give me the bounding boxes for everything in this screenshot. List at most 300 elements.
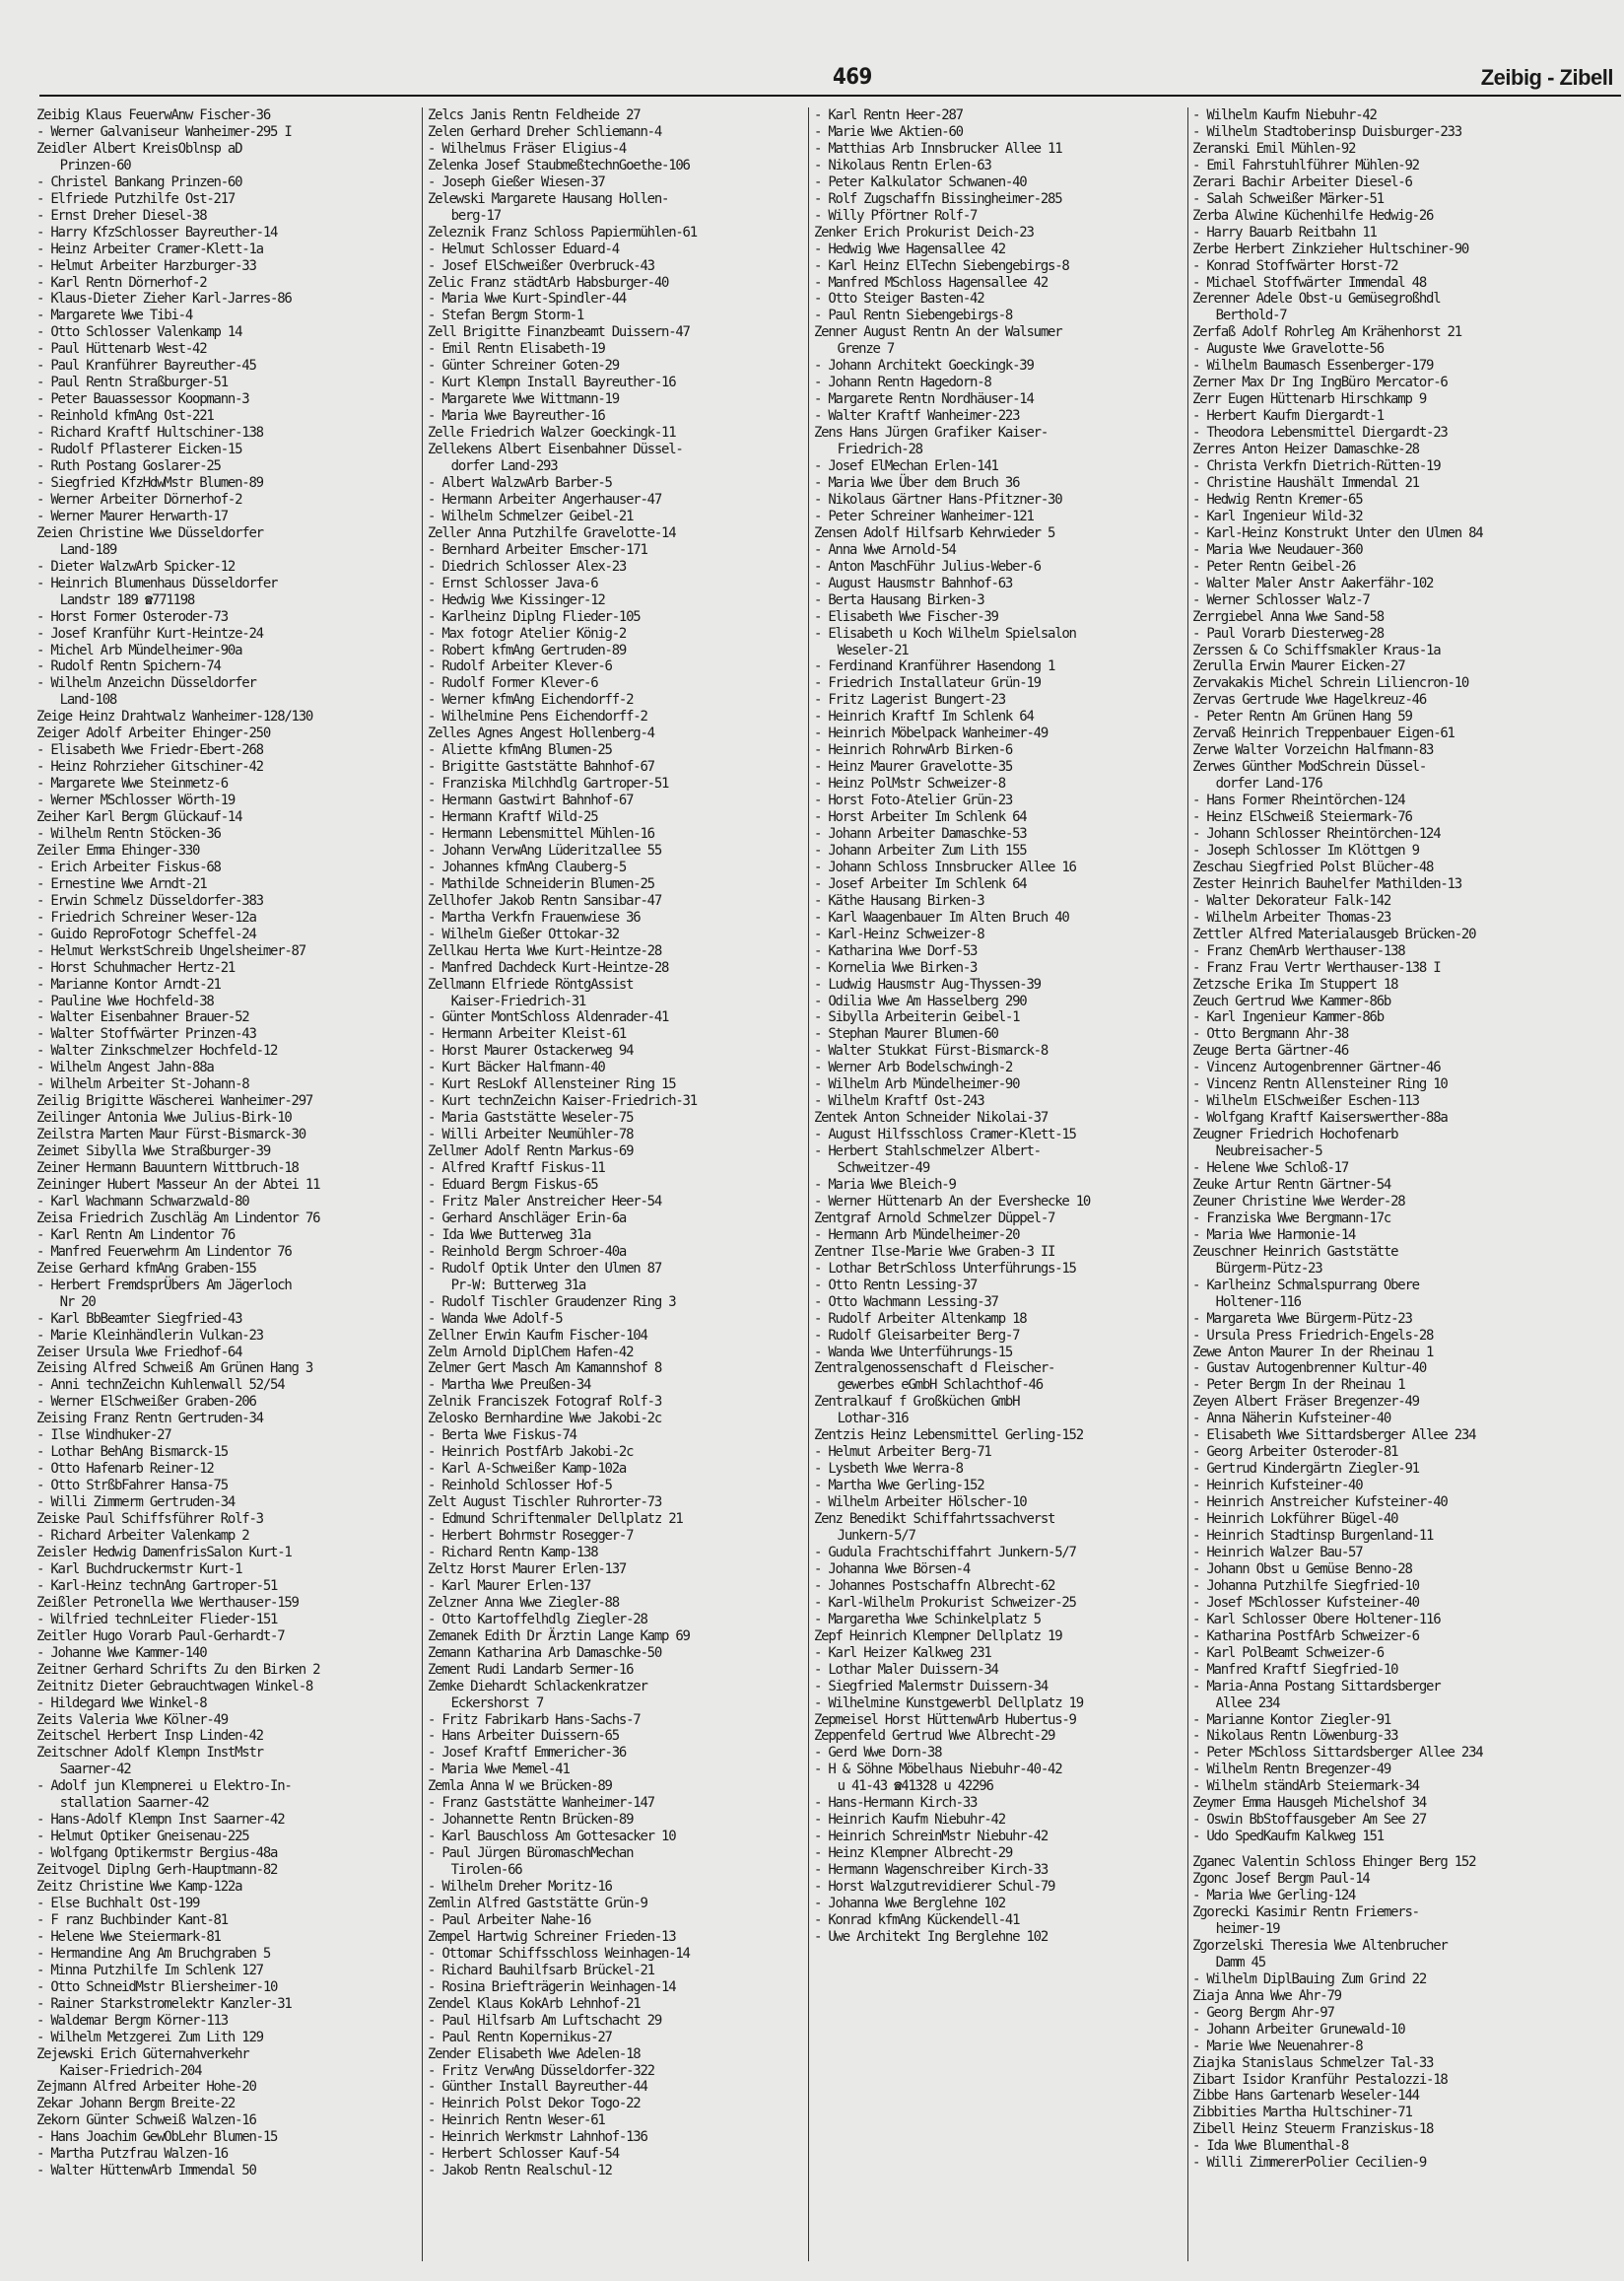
directory-entry: - Walter Maler Anstr Aakerfähr-102: [1192, 575, 1434, 591]
directory-entry: Zgorzelski Theresia Wwe Altenbrucher: [1192, 1937, 1448, 1954]
directory-entry: - Klaus-Dieter Zieher Karl-Jarres-86: [36, 291, 292, 308]
directory-entry: - Paul Rentn Straßburger-51: [36, 375, 228, 391]
directory-entry: - Adolf jun Klempnerei u Elektro-In-: [36, 1778, 292, 1795]
directory-entry: - H & Söhne Möbelhaus Niebuhr-40-42: [814, 1762, 1062, 1778]
directory-entry: - Waldemar Bergm Körner-113: [36, 2012, 228, 2029]
directory-entry: - Friedrich Schreiner Weser-12a: [36, 909, 256, 926]
directory-column-2: [428, 107, 807, 2266]
directory-entry: - Otto Kartoffelhdlg Ziegler-28: [428, 1611, 647, 1627]
directory-entry: Zelic Franz städtArb Habsburger-40: [428, 274, 669, 291]
directory-entry: Zentralkauf f Großküchen GmbH: [814, 1394, 1020, 1411]
directory-entry: Zeien Christine Wwe Düsseldorfer: [36, 524, 263, 541]
column-divider: [808, 107, 809, 2261]
directory-entry: - Josef ElMechan Erlen-141: [814, 458, 998, 475]
directory-entry: - Karl Bauschloss Am Gottesacker 10: [428, 1829, 676, 1845]
directory-entry: Zeising Alfred Schweiß Am Grünen Hang 3: [36, 1360, 313, 1377]
directory-entry: Zgonc Josef Bergm Paul-14: [1192, 1871, 1370, 1888]
directory-entry: - Herbert Bohrmstr Rosegger-7: [428, 1528, 634, 1545]
directory-entry: - Rainer Starkstromelektr Kanzler-31: [36, 1995, 292, 2012]
directory-entry: - Heinrich Walzer Bau-57: [1192, 1544, 1363, 1560]
directory-entry: Kaiser-Friedrich-31: [450, 993, 586, 1009]
directory-entry: - Kornelia Wwe Birken-3: [814, 959, 978, 976]
directory-entry: - Werner Arbeiter Dörnerhof-2: [36, 491, 242, 508]
directory-entry: - Karlheinz Diplng Flieder-105: [428, 608, 641, 625]
directory-entry: - Maria Wwe Neudauer-360: [1192, 541, 1363, 558]
directory-entry: Kaiser-Friedrich-204: [59, 2062, 202, 2079]
directory-entry: - Horst Schuhmacher Hertz-21: [36, 959, 236, 976]
directory-entry: - Richard Bauhilfsarb Brückel-21: [428, 1962, 654, 1978]
directory-entry: - Manfred MSchloss Hagensallee 42: [814, 274, 1049, 291]
directory-entry: - Heinrich RohrwArb Birken-6: [814, 742, 1013, 759]
directory-entry: - Karl Waagenbauer Im Alten Bruch 40: [814, 909, 1069, 926]
directory-entry: - Heinrich Werkmstr Lahnhof-136: [428, 2129, 647, 2146]
directory-entry: - Lothar BetrSchloss Unterführungs-15: [814, 1260, 1076, 1277]
directory-entry: Zester Heinrich Bauhelfer Mathilden-13: [1192, 875, 1461, 892]
directory-entry: Zell Brigitte Finanzbeamt Duissern-47: [428, 324, 690, 341]
directory-entry: Zeilig Brigitte Wäscherei Wanheimer-297: [36, 1093, 313, 1110]
directory-entry: - Hedwig Rentn Kremer-65: [1192, 491, 1363, 508]
directory-entry: - Franziska Wwe Bergmann-17c: [1192, 1210, 1391, 1226]
directory-entry: - Rudolf Gleisarbeiter Berg-7: [814, 1327, 1020, 1344]
directory-entry: Zeising Franz Rentn Gertruden-34: [36, 1411, 263, 1427]
directory-entry: Pr-W: Butterweg 31a: [450, 1277, 586, 1293]
directory-entry: - Paul Kranführer Bayreuther-45: [36, 358, 256, 375]
directory-entry: - Günter MontSchloss Aldenrader-41: [428, 1009, 669, 1026]
directory-entry: Zeilstra Marten Maur Fürst-Bismarck-30: [36, 1127, 305, 1143]
directory-entry: Zeschau Siegfried Polst Blücher-48: [1192, 859, 1434, 875]
directory-entry: - Bernhard Arbeiter Emscher-171: [428, 541, 647, 558]
directory-entry: Zeugner Friedrich Hochofenarb: [1192, 1127, 1398, 1143]
directory-entry: - Wolfgang Optikermstr Bergius-48a: [36, 1845, 278, 1862]
directory-entry: Zeppenfeld Gertrud Wwe Albrecht-29: [814, 1728, 1055, 1745]
directory-entry: Zeuke Artur Rentn Gärtner-54: [1192, 1177, 1391, 1193]
directory-entry: Zeyen Albert Fräser Bregenzer-49: [1192, 1394, 1419, 1411]
directory-entry: - Werner ElSchweißer Graben-206: [36, 1394, 256, 1411]
directory-entry: Friedrich-28: [837, 442, 922, 458]
directory-entry: Zerwe Walter Vorzeichn Halfmann-83: [1192, 742, 1434, 759]
directory-entry: - Wilhelmine Kunstgewerbl Dellplatz 19: [814, 1694, 1083, 1711]
directory-entry: - Hermann Arbeiter Kleist-61: [428, 1026, 627, 1043]
directory-entry: - Ursula Press Friedrich-Engels-28: [1192, 1327, 1434, 1344]
directory-entry: - Karl-Heinz Schweizer-8: [814, 926, 984, 942]
directory-entry: - Rudolf Tischler Graudenzer Ring 3: [428, 1293, 676, 1310]
directory-entry: Zender Elisabeth Wwe Adelen-18: [428, 2045, 641, 2062]
directory-entry: - Wilhelm Arbeiter St-Johann-8: [36, 1076, 249, 1093]
directory-entry: - Konrad kfmAng Kückendell-41: [814, 1911, 1020, 1928]
directory-entry: - Hermann Lebensmittel Mühlen-16: [428, 825, 654, 842]
directory-entry: - Horst Foto-Atelier Grün-23: [814, 793, 1013, 809]
directory-entry: - Otto Rentn Lessing-37: [814, 1277, 978, 1293]
directory-entry: - Maria Wwe Bleich-9: [814, 1177, 956, 1193]
directory-entry: Zelle Friedrich Walzer Goeckingk-11: [428, 425, 676, 442]
directory-entry: Zellekens Albert Eisenbahner Düssel-: [428, 442, 683, 458]
directory-entry: Zeltz Horst Maurer Erlen-137: [428, 1560, 627, 1577]
directory-entry: Nr 20: [59, 1293, 96, 1310]
directory-entry: - Johann Arbeiter Damaschke-53: [814, 825, 1027, 842]
directory-entry: - Udo SpedKaufm Kalkweg 151: [1192, 1829, 1384, 1845]
directory-entry: - Maria Wwe Memel-41: [428, 1762, 570, 1778]
directory-entry: - Georg Arbeiter Osteroder-81: [1192, 1444, 1398, 1461]
directory-entry: Ziaja Anna Wwe Ahr-79: [1192, 1987, 1341, 2004]
directory-entry: - Heinrich PostfArb Jakobi-2c: [428, 1444, 634, 1461]
directory-entry: - Josef Kranführ Kurt-Heintze-24: [36, 625, 263, 642]
directory-entry: - Gudula Frachtschiffahrt Junkern-5/7: [814, 1544, 1076, 1560]
directory-entry: Zeininger Hubert Masseur An der Abtei 11: [36, 1177, 320, 1193]
directory-entry: Zelles Agnes Angest Hollenberg-4: [428, 726, 654, 742]
directory-entry: Zentgraf Arnold Schmelzer Düppel-7: [814, 1210, 1055, 1226]
directory-entry: - August Hausmstr Bahnhof-63: [814, 575, 1013, 591]
directory-entry: - Rudolf Pflasterer Eicken-15: [36, 442, 242, 458]
directory-entry: - Vincenz Autogenbrenner Gärtner-46: [1192, 1060, 1441, 1076]
directory-entry: - Gustav Autogenbrenner Kultur-40: [1192, 1360, 1427, 1377]
directory-entry: - Peter Rentn Geibel-26: [1192, 558, 1356, 575]
directory-entry: - Hans Joachim GewObLehr Blumen-15: [36, 2129, 278, 2146]
directory-entry: - Rolf Zugschaffn Bissingheimer-285: [814, 190, 1062, 207]
directory-entry: Zepf Heinrich Klempner Dellplatz 19: [814, 1627, 1062, 1644]
directory-entry: Zibart Isidor Kranführ Pestalozzi-18: [1192, 2071, 1448, 2088]
directory-entry: - Franz ChemArb Werthauser-138: [1192, 942, 1405, 959]
directory-entry: - Rudolf Former Klever-6: [428, 675, 598, 692]
directory-entry: - Karl Ingenieur Wild-32: [1192, 508, 1363, 524]
directory-entry: - Peter Schreiner Wanheimer-121: [814, 508, 1034, 524]
directory-entry: - Emil Fahrstuhlführer Mühlen-92: [1192, 157, 1419, 173]
directory-entry: - Peter Bauassessor Koopmann-3: [36, 391, 249, 408]
directory-entry: - Katharina PostfArb Schweizer-6: [1192, 1627, 1419, 1644]
directory-entry: Schweitzer-49: [837, 1160, 930, 1177]
directory-entry: - Reinhold kfmAng Ost-221: [36, 408, 214, 425]
directory-entry: - Guido ReproFotogr Scheffel-24: [36, 926, 256, 942]
directory-entry: - Stefan Bergm Storm-1: [428, 308, 584, 324]
directory-entry: - Marianne Kontor Ziegler-91: [1192, 1711, 1391, 1728]
directory-entry: - Wilhelm Arbeiter Thomas-23: [1192, 909, 1391, 926]
page-header: [39, 61, 1621, 97]
directory-entry: - Heinrich Polst Dekor Togo-22: [428, 2096, 641, 2112]
directory-entry: - Rosina Briefträgerin Weinhagen-14: [428, 1978, 676, 1995]
directory-entry: - Konrad Stoffwärter Horst-72: [1192, 257, 1398, 274]
directory-entry: Zerbe Herbert Zinkzieher Hultschiner-90: [1192, 241, 1469, 257]
directory-entry: - Heinz PolMstr Schweizer-8: [814, 776, 1005, 793]
directory-entry: - Matthias Arb Innsbrucker Allee 11: [814, 140, 1062, 157]
directory-entry: - Walter Dekorateur Falk-142: [1192, 892, 1391, 909]
directory-entry: u 41-43 ☎41328 u 42296: [837, 1778, 993, 1795]
directory-entry: - Heinrich Blumenhaus Düsseldorfer: [36, 575, 278, 591]
directory-entry: - Michael Stoffwärter Immendal 48: [1192, 274, 1427, 291]
directory-entry: Zeitz Christine Wwe Kamp-122a: [36, 1879, 242, 1896]
directory-entry: - Fritz Lagerist Bungert-23: [814, 692, 1005, 709]
directory-entry: - Walter Kraftf Wanheimer-223: [814, 408, 1020, 425]
directory-entry: Damm 45: [1215, 1954, 1265, 1970]
directory-entry: - Josef Kraftf Emmericher-36: [428, 1745, 627, 1762]
directory-entry: - Herbert Schlosser Kauf-54: [428, 2146, 619, 2163]
directory-entry: - Ilse Windhuker-27: [36, 1427, 171, 1444]
directory-entry: Zeiger Adolf Arbeiter Ehinger-250: [36, 726, 271, 742]
directory-entry: - Fritz Fabrikarb Hans-Sachs-7: [428, 1711, 641, 1728]
directory-entry: - Helmut Optiker Gneisenau-225: [36, 1829, 249, 1845]
directory-entry: - Harry KfzSchlosser Bayreuther-14: [36, 224, 278, 241]
directory-entry: - Hermandine Ang Am Bruchgraben 5: [36, 1945, 271, 1962]
directory-column-1: [36, 107, 416, 2266]
directory-entry: - Reinhold Schlosser Hof-5: [428, 1478, 612, 1494]
directory-entry: Land-189: [59, 541, 117, 558]
directory-entry: gewerbes eGmbH Schlachthof-46: [837, 1377, 1043, 1394]
directory-entry: - Siegfried Malermstr Duissern-34: [814, 1678, 1049, 1694]
directory-entry: - Günther Install Bayreuther-44: [428, 2079, 647, 2096]
directory-entry: - Heinrich SchreinMstr Niebuhr-42: [814, 1829, 1049, 1845]
directory-entry: Zerr Eugen Hüttenarb Hirschkamp 9: [1192, 391, 1427, 408]
directory-entry: - Heinz Arbeiter Cramer-Klett-1a: [36, 241, 263, 257]
directory-entry: - Eduard Bergm Fiskus-65: [428, 1177, 598, 1193]
directory-entry: Zelenka Josef StaubmeßtechnGoethe-106: [428, 157, 690, 173]
directory-entry: - Kurt ResLokf Allensteiner Ring 15: [428, 1076, 676, 1093]
directory-entry: - Horst Maurer Ostackerweg 94: [428, 1043, 634, 1060]
directory-entry: heimer-19: [1215, 1920, 1280, 1937]
directory-entry: - Albert WalzwArb Barber-5: [428, 474, 612, 491]
directory-entry: - Maria Wwe Bayreuther-16: [428, 408, 605, 425]
directory-entry: - Elisabeth Wwe Fischer-39: [814, 608, 998, 625]
directory-entry: - Johann VerwAng Lüderitzallee 55: [428, 842, 662, 859]
directory-entry: - Marie Wwe Aktien-60: [814, 123, 963, 140]
directory-entry: - Karl-Heinz technAng Gartroper-51: [36, 1577, 278, 1594]
directory-entry: - Maria Gaststätte Weseler-75: [428, 1110, 634, 1127]
directory-entry: - Anton MaschFühr Julius-Weber-6: [814, 558, 1041, 575]
directory-entry: - Rudolf Arbeiter Altenkamp 18: [814, 1310, 1027, 1327]
directory-entry: Zemanek Edith Dr Ärztin Lange Kamp 69: [428, 1627, 690, 1644]
directory-entry: Zganec Valentin Schloss Ehinger Berg 152: [1192, 1854, 1476, 1871]
directory-entry: Ziajka Stanislaus Schmelzer Tal-33: [1192, 2054, 1434, 2071]
directory-entry: - Oswin BbStoffausgeber Am See 27: [1192, 1812, 1427, 1829]
directory-entry: - Ernst Schlosser Java-6: [428, 575, 598, 591]
directory-entry: - Peter MSchloss Sittardsberger Allee 234: [1192, 1745, 1483, 1762]
directory-entry: - Robert kfmAng Gertruden-89: [428, 642, 627, 658]
directory-entry: - Karlheinz Schmalspurrang Obere: [1192, 1277, 1419, 1293]
directory-entry: - Wolfgang Kraftf Kaiserswerther-88a: [1192, 1110, 1448, 1127]
directory-entry: - Karl A-Schweißer Kamp-102a: [428, 1461, 627, 1478]
directory-entry: - Johanne Wwe Kammer-140: [36, 1644, 207, 1661]
directory-entry: Zelzner Anna Wwe Ziegler-88: [428, 1594, 619, 1611]
directory-entry: berg-17: [450, 207, 501, 224]
directory-entry: - Hermann Wagenschreiber Kirch-33: [814, 1862, 1049, 1879]
directory-entry: Prinzen-60: [59, 157, 131, 173]
directory-entry: - Auguste Wwe Gravelotte-56: [1192, 341, 1384, 358]
directory-entry: Zellmer Adolf Rentn Markus-69: [428, 1143, 634, 1160]
directory-entry: - Margarete Wwe Wittmann-19: [428, 391, 619, 408]
directory-entry: - Heinz Maurer Gravelotte-35: [814, 759, 1013, 776]
directory-entry: - Martha Verkfn Frauenwiese 36: [428, 909, 641, 926]
directory-entry: Zejmann Alfred Arbeiter Hohe-20: [36, 2079, 256, 2096]
directory-entry: - Wilhelm Baumasch Essenberger-179: [1192, 358, 1434, 375]
directory-column-3: [814, 107, 1193, 2266]
directory-entry: - Salah Schweißer Märker-51: [1192, 190, 1384, 207]
running-head: Zeibig - Zibell: [1480, 65, 1613, 90]
directory-entry: - Karl-Heinz Konstrukt Unter den Ulmen 84: [1192, 524, 1483, 541]
directory-entry: - Paul Hilfsarb Am Luftschacht 29: [428, 2012, 662, 2029]
directory-entry: - Ferdinand Kranführer Hasendong 1: [814, 658, 1055, 675]
directory-entry: Zetzsche Erika Im Stuppert 18: [1192, 976, 1398, 993]
directory-entry: - Heinrich Kraftf Im Schlenk 64: [814, 709, 1034, 726]
directory-entry: - Herbert FremdsprÜbers Am Jägerloch: [36, 1277, 292, 1293]
directory-entry: - Wanda Wwe Unterführungs-15: [814, 1344, 1013, 1360]
directory-entry: - Anni technZeichn Kuhlenwall 52/54: [36, 1377, 285, 1394]
directory-entry: Zeuch Gertrud Wwe Kammer-86b: [1192, 993, 1391, 1009]
directory-entry: Zellhofer Jakob Rentn Sansibar-47: [428, 892, 662, 909]
directory-entry: - Richard Rentn Kamp-138: [428, 1544, 598, 1560]
directory-entry: - Aliette kfmAng Blumen-25: [428, 742, 612, 759]
directory-entry: - Harry Bauarb Reitbahn 11: [1192, 224, 1377, 241]
directory-entry: - Wilhelm Anzeichn Düsseldorfer: [36, 675, 256, 692]
directory-entry: Zibell Heinz Steuerm Franziskus-18: [1192, 2121, 1434, 2138]
directory-entry: Saarner-42: [59, 1762, 131, 1778]
directory-entry: - Karl Heizer Kalkweg 231: [814, 1644, 991, 1661]
directory-entry: Zendel Klaus KokArb Lehnhof-21: [428, 1995, 641, 2012]
directory-entry: - Kurt Bäcker Halfmann-40: [428, 1060, 605, 1076]
directory-entry: Zerner Max Dr Ing IngBüro Mercator-6: [1192, 375, 1448, 391]
directory-entry: Zeitler Hugo Vorarb Paul-Gerhardt-7: [36, 1627, 285, 1644]
directory-entry: Zejewski Erich Güternahverkehr: [36, 2045, 249, 2062]
directory-entry: - Ernst Dreher Diesel-38: [36, 207, 207, 224]
directory-entry: - Fritz VerwAng Düsseldorfer-322: [428, 2062, 654, 2079]
directory-entry: - Karl Wachmann Schwarzwald-80: [36, 1193, 249, 1210]
directory-entry: - Johann Obst u Gemüse Benno-28: [1192, 1560, 1412, 1577]
directory-entry: - Joseph Schlosser Im Klöttgen 9: [1192, 842, 1419, 859]
directory-entry: - Josef ElSchweißer Overbruck-43: [428, 257, 654, 274]
directory-entry: - Anna Näherin Kufsteiner-40: [1192, 1411, 1391, 1427]
directory-entry: - Werner MSchlosser Wörth-19: [36, 793, 236, 809]
directory-entry: Zervas Gertrude Wwe Hagelkreuz-46: [1192, 692, 1427, 709]
directory-entry: - Karl PolBeamt Schweizer-6: [1192, 1644, 1384, 1661]
directory-entry: - Hedwig Wwe Hagensallee 42: [814, 241, 1005, 257]
directory-entry: - Elisabeth u Koch Wilhelm Spielsalon: [814, 625, 1076, 642]
directory-entry: Zelnik Franciszek Fotograf Rolf-3: [428, 1394, 662, 1411]
directory-entry: Zerwes Günther ModSchrein Düssel-: [1192, 759, 1427, 776]
directory-entry: - Wilhelm Angest Jahn-88a: [36, 1060, 214, 1076]
directory-entry: Zelosko Bernhardine Wwe Jakobi-2c: [428, 1411, 662, 1427]
directory-entry: - Heinrich Stadtinsp Burgenland-11: [1192, 1528, 1434, 1545]
directory-entry: - Edmund Schriftenmaler Dellplatz 21: [428, 1511, 683, 1528]
directory-entry: - Werner Arb Bodelschwingh-2: [814, 1060, 1013, 1076]
directory-entry: - Christine Haushält Immendal 21: [1192, 474, 1419, 491]
directory-entry: Zewe Anton Maurer In der Rheinau 1: [1192, 1344, 1434, 1360]
directory-entry: - Walter Zinkschmelzer Hochfeld-12: [36, 1043, 278, 1060]
directory-entry: - Rudolf Optik Unter den Ulmen 87: [428, 1260, 662, 1277]
directory-entry: Zerulla Erwin Maurer Eicken-27: [1192, 658, 1405, 675]
directory-entry: - Pauline Wwe Hochfeld-38: [36, 993, 214, 1009]
directory-entry: - F ranz Buchbinder Kant-81: [36, 1911, 228, 1928]
directory-entry: - Wilhelm DiplBauing Zum Grind 22: [1192, 1970, 1427, 1987]
directory-entry: - Horst Walzgutrevidierer Schul-79: [814, 1879, 1055, 1896]
directory-entry: Zeymer Emma Hausgeh Michelshof 34: [1192, 1795, 1427, 1812]
directory-entry: - Paul Rentn Kopernikus-27: [428, 2029, 612, 2045]
directory-entry: - Josef Arbeiter Im Schlenk 64: [814, 875, 1027, 892]
directory-entry: - Odilia Wwe Am Hasselberg 290: [814, 993, 1027, 1009]
directory-entry: - Wilhelmus Fräser Eligius-4: [428, 140, 627, 157]
directory-entry: - Paul Hüttenarb West-42: [36, 341, 207, 358]
directory-entry: - Maria Wwe Kurt-Spindler-44: [428, 291, 627, 308]
directory-entry: - Kurt technZeichn Kaiser-Friedrich-31: [428, 1093, 697, 1110]
directory-entry: Zervaß Heinrich Treppenbauer Eigen-61: [1192, 726, 1455, 742]
directory-entry: - Heinrich Kufsteiner-40: [1192, 1478, 1363, 1494]
directory-entry: - Marianne Kontor Arndt-21: [36, 976, 221, 993]
directory-entry: - Theodora Lebensmittel Diergardt-23: [1192, 425, 1448, 442]
directory-entry: - Michel Arb Mündelheimer-90a: [36, 642, 242, 658]
directory-entry: - Maria Wwe Über dem Bruch 36: [814, 474, 1020, 491]
directory-entry: - Hermann Arb Mündelheimer-20: [814, 1226, 1020, 1243]
directory-entry: - Jakob Rentn Realschul-12: [428, 2163, 612, 2179]
directory-entry: Zentner Ilse-Marie Wwe Graben-3 II: [814, 1243, 1055, 1260]
directory-entry: - Erich Arbeiter Fiskus-68: [36, 859, 221, 875]
directory-entry: Zeuner Christine Wwe Werder-28: [1192, 1193, 1405, 1210]
directory-entry: - Johann Architekt Goeckingk-39: [814, 358, 1034, 375]
directory-entry: Zeits Valeria Wwe Kölner-49: [36, 1711, 228, 1728]
directory-entry: Zeiske Paul Schiffsführer Rolf-3: [36, 1511, 263, 1528]
directory-entry: Zellmann Elfriede RöntgAssist: [428, 976, 634, 993]
directory-entry: - Friedrich Installateur Grün-19: [814, 675, 1041, 692]
directory-entry: Zempel Hartwig Schreiner Frieden-13: [428, 1928, 676, 1945]
directory-entry: - Hans-Adolf Klempn Inst Saarner-42: [36, 1812, 285, 1829]
directory-entry: - Herbert Stahlschmelzer Albert-: [814, 1143, 1041, 1160]
directory-entry: - Wilhelm Rentn Bregenzer-49: [1192, 1762, 1391, 1778]
directory-entry: - Heinrich Lokführer Bügel-40: [1192, 1511, 1398, 1528]
directory-entry: - Erwin Schmelz Düsseldorfer-383: [36, 892, 263, 909]
directory-entry: - Otto Bergmann Ahr-38: [1192, 1026, 1349, 1043]
directory-entry: - August Hilfsschloss Cramer-Klett-15: [814, 1127, 1076, 1143]
page-number: 469: [833, 65, 872, 90]
directory-entry: - Paul Rentn Siebengebirgs-8: [814, 308, 1013, 324]
directory-entry: Zeiher Karl Bergm Glückauf-14: [36, 809, 242, 826]
directory-entry: Zeißler Petronella Wwe Werthauser-159: [36, 1594, 299, 1611]
directory-entry: Zeiser Ursula Wwe Friedhof-64: [36, 1344, 242, 1360]
directory-entry: Zekar Johann Bergm Breite-22: [36, 2096, 236, 2112]
directory-entry: - Karl Maurer Erlen-137: [428, 1577, 591, 1594]
directory-entry: - Werner Hüttenarb An der Evershecke 10: [814, 1193, 1091, 1210]
directory-entry: - Johannette Rentn Brücken-89: [428, 1812, 634, 1829]
directory-entry: - Willi Arbeiter Neumühler-78: [428, 1127, 634, 1143]
directory-entry: Zeitschner Adolf Klempn InstMstr: [36, 1745, 263, 1762]
directory-entry: - Karl Rentn Dörnerhof-2: [36, 274, 207, 291]
directory-entry: - Paul Vorarb Diesterweg-28: [1192, 625, 1384, 642]
column-divider: [422, 107, 423, 2261]
directory-entry: - Helene Wwe Steiermark-81: [36, 1928, 221, 1945]
directory-entry: Zettler Alfred Materialausgeb Brücken-20: [1192, 926, 1476, 942]
directory-entry: - Fritz Maler Anstreicher Heer-54: [428, 1193, 662, 1210]
directory-entry: Zerres Anton Heizer Damaschke-28: [1192, 442, 1419, 458]
directory-entry: - Margareta Wwe Bürgerm-Pütz-23: [1192, 1310, 1412, 1327]
directory-entry: - Marie Wwe Neuenahrer-8: [1192, 2038, 1363, 2054]
directory-entry: - Wilhelm Stadtoberinsp Duisburger-233: [1192, 123, 1461, 140]
directory-entry: - Karl Buchdruckermstr Kurt-1: [36, 1560, 242, 1577]
directory-entry: - Lysbeth Wwe Werra-8: [814, 1461, 963, 1478]
directory-entry: Zerari Bachir Arbeiter Diesel-6: [1192, 173, 1412, 190]
directory-entry: - Helene Wwe Schloß-17: [1192, 1160, 1349, 1177]
directory-entry: - Mathilde Schneiderin Blumen-25: [428, 875, 654, 892]
directory-entry: - Wilhelmine Pens Eichendorff-2: [428, 709, 647, 726]
directory-entry: Zeranski Emil Mühlen-92: [1192, 140, 1356, 157]
directory-entry: - Peter Kalkulator Schwanen-40: [814, 173, 1027, 190]
directory-entry: - Wilhelm Gießer Ottokar-32: [428, 926, 619, 942]
directory-entry: - Horst Former Osteroder-73: [36, 608, 228, 625]
directory-entry: - Karl BbBeamter Siegfried-43: [36, 1310, 242, 1327]
directory-entry: Zelt August Tischler Ruhrorter-73: [428, 1494, 662, 1511]
directory-entry: - Otto StrßbFahrer Hansa-75: [36, 1478, 228, 1494]
directory-entry: - Otto Steiger Basten-42: [814, 291, 984, 308]
directory-entry: Holtener-116: [1215, 1293, 1301, 1310]
directory-entry: - Willy Pförtner Rolf-7: [814, 207, 978, 224]
directory-entry: Zeiner Hermann Bauuntern Wittbruch-18: [36, 1160, 299, 1177]
directory-entry: - Richard Kraftf Hultschiner-138: [36, 425, 263, 442]
directory-entry: - Uwe Architekt Ing Berglehne 102: [814, 1928, 1049, 1945]
directory-entry: - Günter Schreiner Goten-29: [428, 358, 619, 375]
directory-entry: - Werner Schlosser Walz-7: [1192, 591, 1370, 608]
directory-entry: Landstr 189 ☎771198: [59, 591, 195, 608]
